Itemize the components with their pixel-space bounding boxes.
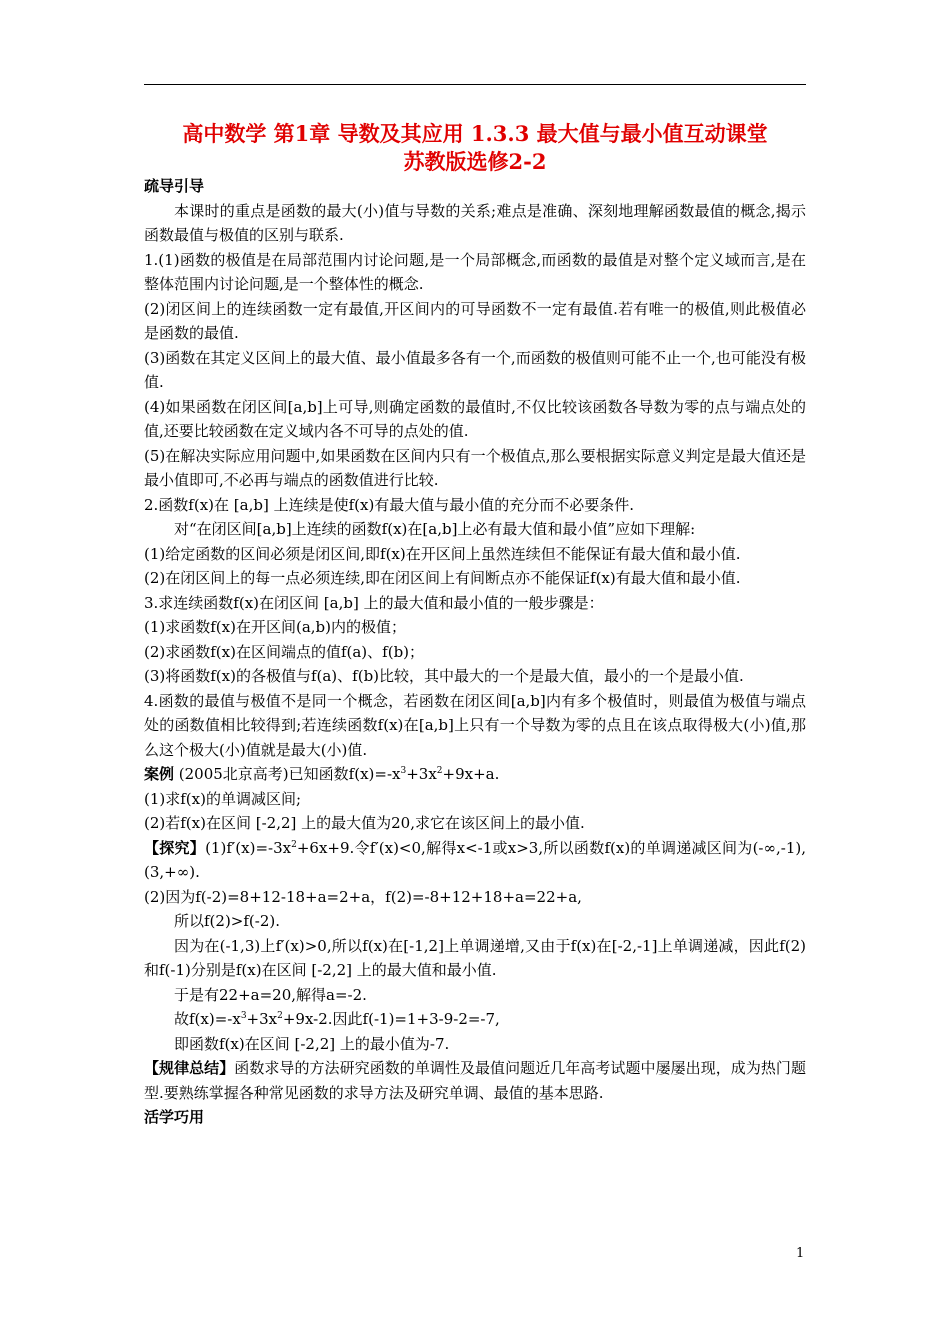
heading-guide: 疏导引导 xyxy=(144,177,205,195)
point-2-1: (1)给定函数的区间必须是闭区间,即f(x)在开区间上虽然连续但不能保证有最大值和最小值. xyxy=(144,544,741,563)
case-question-2: (2)若f(x)在区间 [-2,2] 上的最大值为20,求它在该区间上的最小值. xyxy=(144,814,585,832)
heading-apply: 活学巧用 xyxy=(144,1108,205,1126)
solution-2-1: (2)因为f(-2)=8+12-18+a=2+a，f(2)=-8+12+18+a=22+a, xyxy=(144,887,582,906)
point-2-understanding: 对“在闭区间[a,b]上连续的函数f(x)在[a,b]上必有最大值和最小值”应如下理解: xyxy=(174,520,696,538)
case-statement: 案例 (2005北京高考)已知函数$f(x)=-x^3+3x^2+9x+a$. xyxy=(144,765,500,783)
solution-2-2: 所以f(2)>f(-2). xyxy=(174,912,281,930)
point-3-2: (2)求函数f(x)在区间端点的值f(a)、f(b)； xyxy=(144,642,425,661)
point-4: 4.函数的最值与极值不是同一个概念，若函数在闭区间[a,b]内有多个极值时，则最值为极值与端点处的函数值相比较得到;若连续函数f(x)在[a,b]上只有一个导数为零的点且在该点取得极大(小)值,那么这个极大(小)值就是最大(小)值. xyxy=(144,691,806,759)
point-1-5: (5)在解决实际应用问题中,如果函数在区间内只有一个极值点,那么要根据实际意义判定是最大值还是最小值即可,不必再与端点的函数值进行比较. xyxy=(144,446,806,489)
point-2-2: (2)在闭区间上的每一点必须连续,即在闭区间上有间断点亦不能保证f(x)有最大值和最小值. xyxy=(144,569,741,587)
case-label: 案例 xyxy=(144,765,175,783)
point-1-4: (4)如果函数在闭区间[a,b]上可导,则确定函数的最值时,不仅比较该函数各导数为零的点与端点处的值,还要比较函数在定义域内各不可导的点处的值. xyxy=(144,397,806,440)
title-line-1: 高中数学 第1章 导数及其应用 1.3.3 最大值与最小值互动课堂 xyxy=(182,121,768,146)
solution-2-3: 因为在(-1,3)上f′(x)>0,所以f(x)在[-1,2]上单调递增,又由于f(x)在[-2,-1]上单调递减，因此f(2)和f(-1)分别是f(x)在区间 [-2,2] 上的最大值和最小值. xyxy=(144,936,806,979)
rule-summary: 【规律总结】函数求导的方法研究函数的单调性及最值问题近几年高考试题中屡屡出现，成为热门题型.要熟练掌握各种常见函数的求导方法及研究单调、最值的基本思路. xyxy=(144,1059,806,1102)
case-question-1: (1)求f(x)的单调减区间; xyxy=(144,789,302,808)
intro-paragraph: 本课时的重点是函数的最大(小)值与导数的关系;难点是准确、深刻地理解函数最值的概念,揭示函数最值与极值的区别与联系. xyxy=(144,201,806,244)
title-line-2: 苏教版选修2-2 xyxy=(403,149,547,174)
point-3: 3.求连续函数f(x)在闭区间 [a,b] 上的最大值和最小值的一般步骤是： xyxy=(144,593,604,612)
rule-label: 【规律总结】 xyxy=(144,1059,235,1077)
point-2: 2.函数f(x)在 [a,b] 上连续是使f(x)有最大值与最小值的充分而不必要条件. xyxy=(144,495,635,514)
solution-2-4: 于是有22+a=20,解得a=-2. xyxy=(174,985,367,1004)
point-1-3: (3)函数在其定义区间上的最大值、最小值最多各有一个,而函数的极值则可能不止一个,也可能没有极值. xyxy=(144,348,806,391)
point-1-1: 1.(1)函数的极值是在局部范围内讨论问题,是一个局部概念,而函数的最值是对整个定义域而言,是在整体范围内讨论问题,是一个整体性的概念. xyxy=(144,250,806,293)
point-3-3: (3)将函数f(x)的各极值与f(a)、f(b)比较，其中最大的一个是最大值，最小的一个是最小值. xyxy=(144,667,744,685)
page-title xyxy=(120,120,830,176)
point-3-1: (1)求函数f(x)在开区间(a,b)内的极值； xyxy=(144,618,406,636)
solution-2-5: 故$f(x)=-x^3+3x^2+9x-2$.因此f(-1)=1+3-9-2=-7, xyxy=(174,1010,500,1028)
solution-2-6: 即函数f(x)在区间 [-2,2] 上的最小值为-7. xyxy=(174,1034,450,1053)
explore-label: 【探究】 xyxy=(144,838,206,857)
page-number: 1 xyxy=(796,1246,805,1261)
header-rule xyxy=(144,84,806,85)
explore-paragraph: 【探究】$(1)f'(x)=-3x^2+6x+9$.令f′(x)<0,解得x<-1或x>3,所以函数f(x)的单调递减区间为(-∞,-1),(3,+∞). xyxy=(144,838,806,881)
document-body xyxy=(144,174,806,1130)
point-1-2: (2)闭区间上的连续函数一定有最值,开区间内的可导函数不一定有最值.若有唯一的极值,则此极值必是函数的最值. xyxy=(144,299,806,342)
